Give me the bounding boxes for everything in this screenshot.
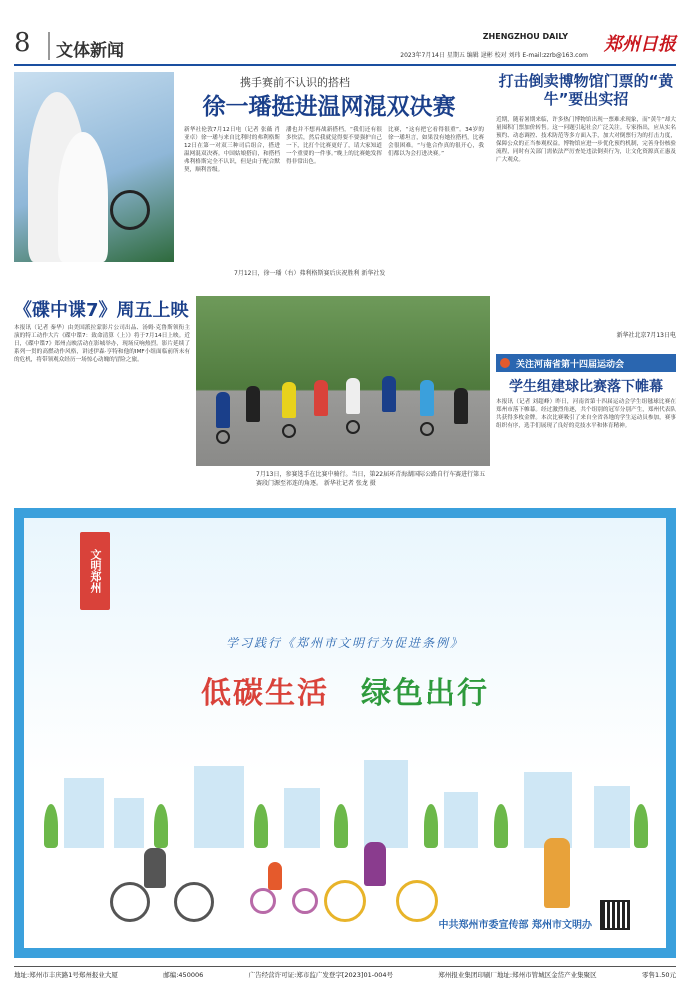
body-column: 比赛，“这有把它看得很重”。34岁的徐一璠坦言，如果没有她拉搭档，比赛会很困难。“与他合作真的很开心，我们都以为会打进决赛。”: [388, 127, 484, 157]
footer-license: 广告经营许可证:郑市监广发登字[2023]01-004号: [248, 971, 393, 979]
tree-icon: [44, 804, 58, 848]
building-shape: [194, 766, 244, 848]
page-number: 8: [14, 28, 31, 58]
building-shape: [364, 760, 408, 848]
wheel-icon: [292, 888, 318, 914]
article-headline: 学生组建球比赛落下帷幕: [509, 379, 663, 395]
building-shape: [444, 792, 478, 848]
racket-icon: [110, 190, 150, 230]
footer-printer: 郑州报业集团印刷厂地址:郑州市管城区金岱产业集聚区: [438, 971, 597, 979]
photo-caption: 7月12日，徐一璠（右）弗利格斯赛后庆祝胜利 新华社发: [234, 270, 386, 277]
rider-figure: [282, 382, 296, 418]
tree-icon: [634, 804, 648, 848]
yellow-article: [496, 72, 676, 339]
article-body: 本报讯（记者 刘超峰）昨日，河南省第十四届运动会学生组毽球比赛在郑州市落下帷幕。经过激烈角逐，共个组别的冠军分别产生，郑州代表队共获得多枚金牌。本次比赛吸引了来自全省各地的学生运动员参加，赛事组织有序，选手们展现了良好的竞技水平和体育精神。: [496, 399, 676, 429]
page-header: [14, 26, 676, 66]
rider-figure: [346, 378, 360, 414]
wheel-icon: [396, 880, 438, 922]
issue-meta: 2023年7月14日 星期五 编辑 逯彬 校对 刘玮 E-mail:zzrb@163.com: [400, 52, 588, 59]
ad-subtitle: 学习践行《郑州市文明行为促进条例》: [225, 636, 464, 650]
games-banner: 关注河南省第十四届运动会: [496, 354, 676, 372]
tree-icon: [334, 804, 348, 848]
article-headline: 《碟中谍7》周五上映: [14, 300, 189, 321]
article-source: 新华社北京7月13日电: [616, 332, 676, 339]
wheel-icon: [216, 430, 230, 444]
tree-icon: [424, 804, 438, 848]
rider-figure: [382, 376, 396, 412]
footer-postcode: 邮编:450006: [163, 971, 204, 979]
wheel-icon: [420, 422, 434, 436]
article-headline: 徐一璠挺进温网混双决赛: [202, 94, 456, 120]
public-service-ad: [14, 508, 676, 958]
footer-price: 零售1.50元: [642, 971, 676, 979]
wheel-icon: [282, 424, 296, 438]
wheel-icon: [174, 882, 214, 922]
article-body: 近期，随着暑期来临，许多热门博物馆出现一票难求现象，而“黄牛”却大量囤积门票加价转售。这一问题引起社会广泛关注。专家指出，应从实名预约、动态调控、技术防范等多方面入手，加大对倒票行为的打击力度，保障公众的正当参观权益。博物馆应进一步优化预约机制，完善身份核验流程，同时有关部门需依法严厉查处违法倒卖行为，让文化资源真正惠及广大观众。: [496, 117, 676, 163]
building-shape: [594, 786, 630, 848]
rider-figure: [216, 392, 230, 428]
rider-figure: [314, 380, 328, 416]
tree-icon: [254, 804, 268, 848]
building-shape: [284, 788, 320, 848]
cyclist-figure: [144, 848, 166, 888]
civilization-seal: 文明郑州: [80, 532, 110, 610]
slogan-green-travel: 绿色出行: [361, 676, 489, 711]
child-cyclist-figure: [268, 862, 282, 890]
section-name: 文体新闻: [56, 41, 124, 61]
wheel-icon: [110, 882, 150, 922]
building-shape: [64, 778, 104, 848]
qr-code-icon: [600, 900, 630, 930]
ad-credit: 中共郑州市委宣传部 郑州市文明办: [438, 920, 592, 931]
body-column: 潘也并不想再战新搭档，“我们还有很多快活，然后我就觉得要不要强护自己一下，比打个比赛更好了，请大家知道一个重要的一件事。”晚上的比赛她发挥得非常出色。: [286, 127, 382, 165]
article-body: 本报讯（记者 秦华）由美国派拉蒙影片公司出品、汤姆·克鲁斯领衔主演的特工动作大片《碟中谍7：致命清算（上）》将于7月14日上映。近日，《碟中谍7》郑州点映活动在影城举办，现场反响热烈。影片延续了系列一贯的高燃动作风格，讲述伊森·亨特和他的IMF小组面临前所未有的危机，将带领观众经历一场惊心动魄的冒险之旅。: [14, 325, 190, 363]
article-body: [184, 126, 484, 276]
tree-icon: [154, 804, 168, 848]
ad-foreground: [24, 848, 666, 948]
wheel-icon: [346, 420, 360, 434]
wheel-icon: [250, 888, 276, 914]
article-kicker: 携手赛前不认识的搭档: [240, 76, 350, 89]
city-skyline: [24, 758, 666, 848]
building-shape: [114, 798, 144, 848]
page-footer: [14, 966, 676, 979]
ad-slogan: [24, 668, 666, 712]
cycling-photo: [196, 296, 490, 466]
tennis-photo: [14, 72, 174, 262]
tennis-article: [14, 72, 489, 292]
photo-caption: 7月13日，参赛选手在比赛中骑行。当日，第22届环青海湖国际公路自行车赛进行第五赛段门源至祁连的角逐。 新华社记者 张龙 摄: [256, 471, 486, 487]
hiker-figure: [544, 838, 570, 908]
player-figure: [58, 132, 108, 262]
cyclist-figure: [364, 842, 386, 886]
wheel-icon: [324, 880, 366, 922]
article-headline: 打击倒卖博物馆门票的“黄牛”要出实招: [498, 72, 674, 108]
rider-figure: [454, 388, 468, 424]
building-shape: [524, 772, 572, 848]
masthead-logo: 郑州日报: [604, 34, 676, 55]
rider-figure: [420, 380, 434, 416]
tree-icon: [494, 804, 508, 848]
rider-figure: [246, 386, 260, 422]
slogan-low-carbon: 低碳生活: [201, 676, 329, 711]
masthead-english: ZHENGZHOU DAILY: [482, 32, 568, 41]
body-column: 新华社伦敦7月12日电（记者 张薇 肖亚卓）徐一璠与来自比利时的弗利格斯12日在第一对双三种司后组合，搭进温网混双决赛。中国姑娘搭肩，和搭档弗利格斯完全不认识，但是由于配合默契，顺利晋级。: [184, 127, 280, 173]
ad-background: [24, 518, 666, 948]
section-divider: [48, 32, 50, 60]
footer-address: 地址:郑州市丰庆路1号郑州报业大厦: [14, 971, 118, 979]
cycling-photo-block: [196, 296, 490, 500]
